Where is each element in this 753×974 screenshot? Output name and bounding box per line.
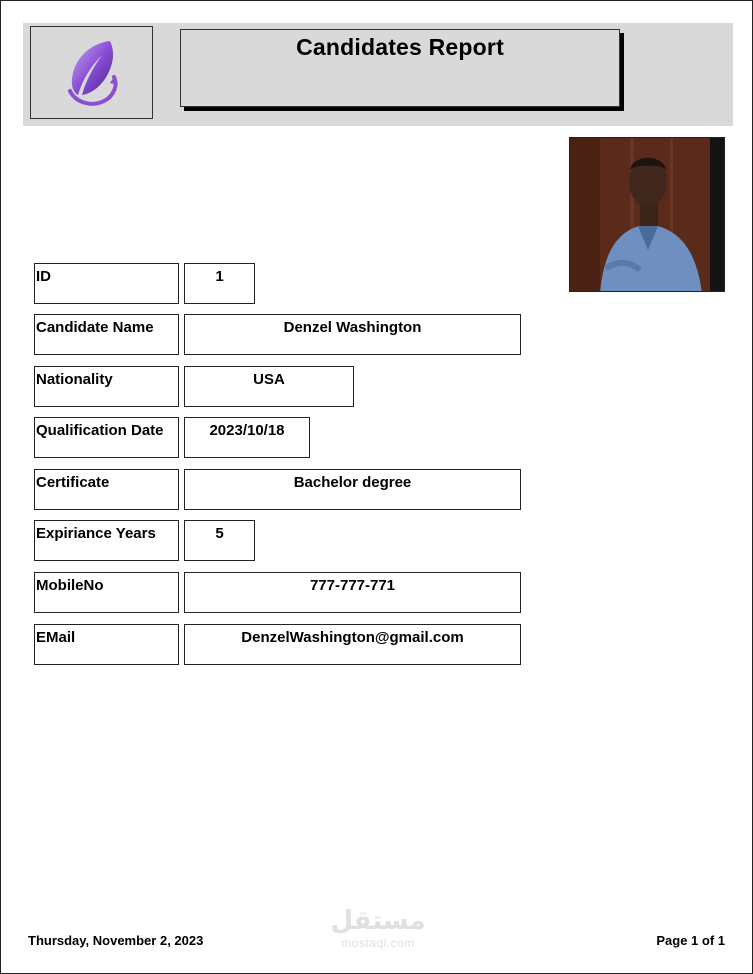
title-box	[180, 29, 620, 107]
label-qualification-date: Qualification Date	[34, 417, 179, 458]
value-nationality: USA	[184, 366, 354, 407]
footer-page-number: Page 1 of 1	[656, 933, 725, 948]
label-email: EMail	[34, 624, 179, 665]
value-experience-years: 5	[184, 520, 255, 561]
label-nationality: Nationality	[34, 366, 179, 407]
value-mobile-no: 777-777-771	[184, 572, 521, 613]
value-qualification-date: 2023/10/18	[184, 417, 310, 458]
logo-box	[30, 26, 153, 119]
value-id: 1	[184, 263, 255, 304]
footer-date: Thursday, November 2, 2023	[28, 933, 204, 948]
watermark-latin: mostaql.com	[341, 936, 415, 950]
value-certificate: Bachelor degree	[184, 469, 521, 510]
label-id: ID	[34, 263, 179, 304]
watermark-arabic: مستقل	[330, 906, 426, 936]
label-mobile-no: MobileNo	[34, 572, 179, 613]
label-certificate: Certificate	[34, 469, 179, 510]
label-candidate-name: Candidate Name	[34, 314, 179, 355]
value-candidate-name: Denzel Washington	[184, 314, 521, 355]
label-experience-years: Expiriance Years	[34, 520, 179, 561]
purple-feather-logo-icon	[52, 33, 132, 113]
report-title: Candidates Report	[296, 34, 504, 60]
watermark	[326, 906, 430, 950]
person-photo-icon	[570, 138, 725, 292]
candidate-photo	[569, 137, 725, 292]
value-email: DenzelWashington@gmail.com	[184, 624, 521, 665]
